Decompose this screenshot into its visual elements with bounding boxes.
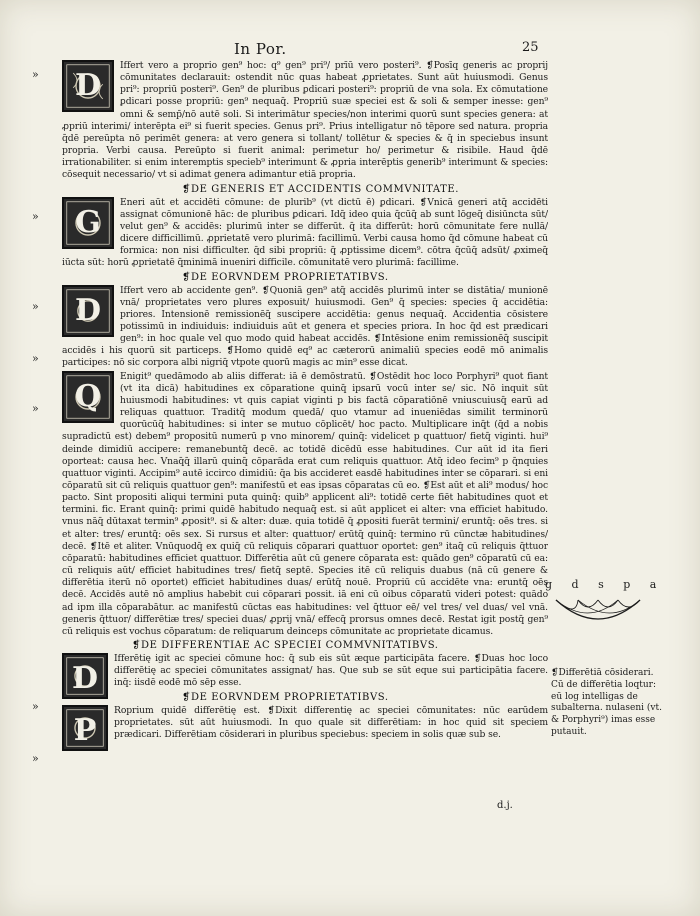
section-heading: ❡DE DIFFERENTIAE AC SPECIEI COMMVNITATIBVS.: [132, 640, 439, 652]
initial-letter: D: [71, 661, 98, 697]
section-heading: ❡DE EORVNDEM PROPRIETATIBVS.: [182, 271, 389, 283]
paragraph: Roprium quidē differētię est. ❡Dixit differentię ac speciei cōmunitates: nūc earūdem proprietates. sūt aūt huiusmodi. In quo quale sit differētiam: in hoc quid sit speciem prædicari. Differētiam cōsiderari in pluribus speciebus: speciem in solis quæ sub se.: [114, 704, 548, 740]
section-genus-proprium: [62, 60, 548, 182]
paragraph: Ifferētię igit ac speciei cōmune hoc: q̄ sub eis sūt æque participāta facere. ❡Duas hoc loco differētię ac speciei cōmunitates assignat/ has. Que sub se sūt eque sui participātia facere. inq̄: iisdē eodē mō sēp esse.: [114, 653, 548, 689]
initial-letter: D: [74, 292, 101, 328]
pointer-mark: »: [32, 68, 39, 81]
section-heading: ❡DE EORVNDEM PROPRIETATIBVS.: [182, 691, 389, 703]
decorated-initial: [62, 197, 114, 249]
paragraph: Iffert vero ab accidente gen⁹. ❡Quoniā gen⁹ atq̄ accidēs plurimū inter se distātia/ munionē vnā/ proprietates vero plures exposuit/ huiusmodi. Gen⁹ q̄ species: species q̄ accidētia: priores. Intensionē remissionēq̄ suscipere accidētia: genus nequaq̄. Accidentia cōsistere potissimū in indiuiduis: indiuiduis aūt et genera et species priora. In hoc q̄d est prædicari gen⁹: in hoc quale vel quo modo quid habeat accidēs. ❡Intēsione enim remissionēq̄ suscipit accidēs i his quorū sit particeps. ❡Homo quidē eq⁹ ac cæterorū animaliū species eodē mō animalis participes: nō sic corpora albi nigriq̄ vtpote quorū magis ac min⁹ esse dicat.: [62, 284, 548, 369]
pointer-mark: »: [32, 300, 39, 313]
decorated-initial: [62, 371, 114, 423]
page-number: 25: [522, 40, 539, 55]
main-text-column: [62, 60, 548, 800]
initial-letter: D: [74, 68, 101, 103]
running-title: In Por.: [234, 40, 287, 58]
pointer-mark: »: [32, 752, 39, 765]
decorated-initial: [62, 653, 108, 699]
initial-letter: P: [73, 712, 97, 748]
decorated-initial: [62, 705, 108, 751]
section-heading: ❡DE GENERIS ET ACCIDENTIS COMMVNITATE.: [182, 183, 460, 195]
decorated-initial: [62, 60, 114, 112]
initial-letter: G: [75, 204, 101, 240]
diagram-labels: g d s p a: [545, 578, 665, 591]
section-proprietatibus-1: [62, 271, 548, 370]
initial-letter: Q: [74, 378, 102, 414]
paragraph: Iffert vero a proprio gen⁹ hoc: q⁹ gen⁹ pri⁹/ prīū vero posteri⁹. ❡Posīq generis ac proprij cōmunitates declarauit: ostendit nūc quas habeat ꝓprietates. Sunt aūt huiusmodi. Genus pri⁹: propriū posteri⁹. Gen⁹ de pluribus ꝑdicari posteri⁹: propriū de vna sola. Ex cōmutatione ꝑdicari posse propriū: gen⁹ nequaq̄. Propriū suæ speciei est & soli & semper inesse: gen⁹ omni & semp̄/nō autē soli. Si interimātur species/non interimi quorū sunt species genera: at ꝓpriū interimi/ interēpta ei⁹ si fuerit species. Genus pri⁹. Prius intelligatur nō tēpore sed natura. propria q̄dē pereūpta nō perimēt genera: at vero genera si tollant/ tollētur & species & q̄ in speciebus insunt propria. Verbi causa. Pereūpto si fuerit animal: perimetur ho/ perimetur & risibile. Haud q̄dē irrationabiliter. si enim interemptis specieb⁹ interimunt & ꝓpria interēptis generib⁹ interimunt & species: cōsequit necessario/ vt si adimat genera adimantur etiā propria.: [62, 60, 548, 181]
paragraph: Eneri aūt et accidēti cōmune: de plurib⁹ (vt dictū ē) ꝑdicari. ❡Vnicā generi atq̄ accidēti assignat cōmunionē hāc: de pluribus ꝑdicari. Idq̄ ideo quia q̄cūq̄ ab sunt lōgeq̄ disiūncta sūt/ velut gen⁹ & accidēs: plurimū inter se differūt. q̄ ita differūt: horū cōmunitate fere nullā/ dicere difficillimū. ꝓprietatē vero plurimā: facillimū. Verbi causa homo q̄d cōmune habeat cū formica: non nisi difficulter. q̄d sibi propriū: q̄ ꝓptissime dicem⁹. cōtra q̄cūq̄ adsūt/ ꝓximeq̄ iūcta sūt: horū ꝓprietatē q̄minimā inueniri difficile. cōmunitatē vero plurimā: facillime.: [62, 196, 548, 269]
decorated-initial: [62, 285, 114, 337]
section-proprietatibus-2: [62, 691, 548, 748]
paragraph: Enigit⁹ quedāmodo ab aliis differat: iā ē demōstratū. ❡Ostēdit hoc loco Porphyri⁹ quot fiant (vt ita dicā) habitudines ex cōparatione quinq̄ ipsarū vocū inter se/ sic. Nō inquit sūt huiusmodi habitudines: vt quis capiat viginti p bis factā cōparatiōnē vniuscuiusq̄ earū ad reliquas quattuor. Traditq̄ modum quedā/ quo vtamur ad inueniēdas similit terminorū quorūcūq̄ habitudines: si inter se mutuo cōplicēt/ hoc pacto. Multiplicare inq̄t (q̄d a nobis supradictū est) debem⁹ propositū numerū p vno minorem/ quinq̄: videlicet p quattuor/ fietq̄ viginti. hui⁹ deinde dimidiū accipere: remanebuntq̄ decē. ac totidē dicēdū esse habitudines. Cur aūt id ita fieri oporteat: causa hec. Vnaq̄q̄ illarū quinq̄ cōparāda erat cum reliquis quattuor. Atq̄ ideo fecim⁹ p q̄nquies quattuor viginti. Accipim⁹ autē iccirco dimidiū: q̄a bis accideret easdē habitudines inter se cōparari. si eni cōparatū sit cū reliquis quattuor gen⁹: manifestū et eas ipsas cōparatas cū eo. ❡Est aūt et ali⁹ modus/ hoc pacto. Sint propositi aliqui termini puta quinq̄: quib⁹ applicent ali⁹: totidē certe fiēt habitudines quot et termini. fic. Erant quinq̄: primi quidē habitudo nequaq̄ est. si aūt applicet ei alter: vna efficiet habitudo. vnus nāq̄ dūtaxat termin⁹ ꝓposit⁹. si & alter: duæ. quia totidē q̄ ꝓpositi fuerāt termini/ eruntq̄: oēs tres. si et alter: tres/ eruntq̄: oēs sex. Si rursus et alter: quattuor/ erūtq̄ quinq̄: termino rū cūnctæ habitudines/ decē. ❡Itē et aliter. Vnūquodq̄ ex quiq̄ cū reliquis cōparari quattuor oportet: gen⁹ itaq̄ cū reliquis q̄ttuor cōparatū: habitudines efficiet quattuor. Differētia aūt cū genere cōparata est: quādo gen⁹ cōparatū cū ea: cū reliquis aūt/ efficiet habitudines tres/ fietq̄ septē. Species itē cū reliquis duabus (nā cū genere & differētia iterū nō oportet) efficiet habitudines duas/ erūtq̄ nouē. Propriū cū accidēte vna: eruntq̄ oēs decē. Accidēs autē nō amplius habebit cui cōparari possit. iā eni cū oibus cōparatū videri potest: quādo ad ipm illa cōparabātur. ac manifestū cūctas eas habitudines: vel q̄ttuor eē/ vel tres/ vel duas/ vel vnā. generis q̄ttuor/ differētiæ tres/ speciei duas/ ꝓprij vnā/ effecq̄ prorsus omnes decē. Restat igit postq̄ gen⁹ cū reliquis est vochus cōparatum: de reliquarum deinceps cōmunitate ac proprietate dicamus.: [62, 370, 548, 637]
pointer-mark: »: [32, 700, 39, 713]
pointer-mark: »: [32, 210, 39, 223]
pointer-mark: »: [32, 402, 39, 415]
signature-mark: d.j.: [497, 800, 513, 811]
section-habitudines: [62, 371, 548, 638]
pointer-mark: »: [32, 352, 39, 365]
section-genus-accidens-communitate: [62, 183, 548, 270]
marginal-note: ❡Differētiā cōsiderari. Cū de differētia loqtur: eū log intelligas de subalterna. nulaseni (vt. & Porphyri⁹) imas esse putauit.: [551, 668, 662, 737]
arc-diagram: [548, 578, 648, 648]
